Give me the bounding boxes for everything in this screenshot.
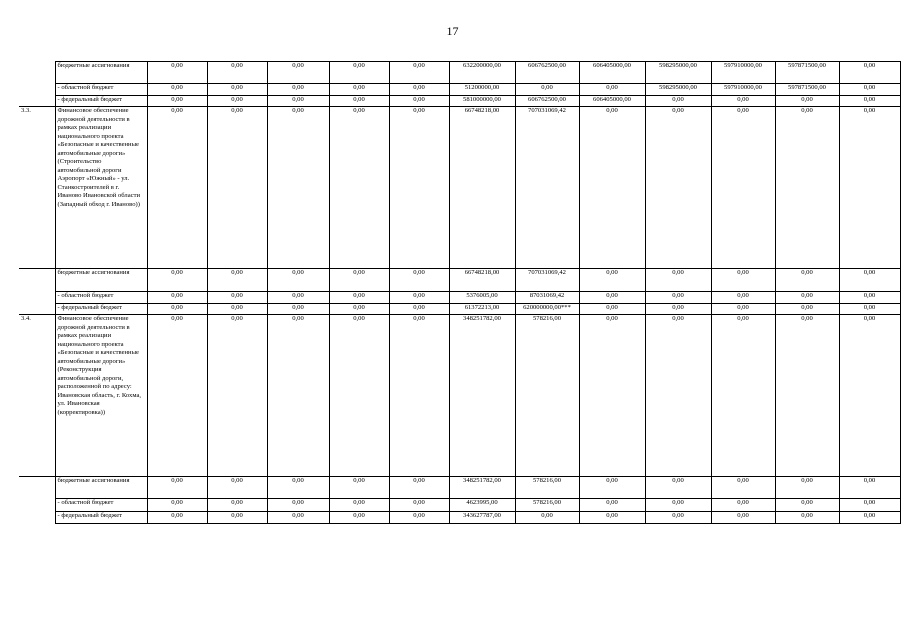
value-cell: 0,00 xyxy=(207,107,267,269)
value-cell: 0,00 xyxy=(775,269,839,292)
value-cell: 0,00 xyxy=(329,304,389,315)
row-index xyxy=(19,499,55,512)
value-cell: 0,00 xyxy=(579,269,645,292)
value-cell: 0,00 xyxy=(147,292,207,304)
row-label: - областной бюджет xyxy=(55,292,147,304)
value-cell: 597871500,00 xyxy=(775,62,839,84)
value-cell: 348251782,00 xyxy=(449,315,515,477)
value-cell: 0,00 xyxy=(775,512,839,524)
value-cell: 0,00 xyxy=(711,477,775,499)
value-cell: 0,00 xyxy=(389,84,449,96)
value-cell: 581000000,00 xyxy=(449,96,515,107)
value-cell: 606762500,00 xyxy=(515,96,579,107)
value-cell: 0,00 xyxy=(147,477,207,499)
value-cell: 0,00 xyxy=(147,96,207,107)
value-cell: 0,00 xyxy=(775,292,839,304)
value-cell: 0,00 xyxy=(329,62,389,84)
value-cell: 0,00 xyxy=(645,499,711,512)
table-row xyxy=(19,499,900,512)
value-cell: 0,00 xyxy=(389,315,449,477)
value-cell: 0,00 xyxy=(267,315,329,477)
value-cell: 0,00 xyxy=(839,304,900,315)
value-cell: 0,00 xyxy=(207,292,267,304)
value-cell: 0,00 xyxy=(329,269,389,292)
value-cell: 0,00 xyxy=(775,477,839,499)
value-cell: 707031069,42 xyxy=(515,107,579,269)
value-cell: 0,00 xyxy=(147,62,207,84)
value-cell: 606405000,00 xyxy=(579,96,645,107)
value-cell: 0,00 xyxy=(267,96,329,107)
row-index xyxy=(19,477,55,499)
row-index xyxy=(19,292,55,304)
value-cell: 0,00 xyxy=(389,477,449,499)
value-cell: 0,00 xyxy=(839,269,900,292)
value-cell: 0,00 xyxy=(711,512,775,524)
row-index xyxy=(19,512,55,524)
value-cell: 0,00 xyxy=(711,292,775,304)
budget-table xyxy=(19,61,901,524)
value-cell: 598295000,00 xyxy=(645,62,711,84)
table-row xyxy=(19,107,900,269)
value-cell: 0,00 xyxy=(329,292,389,304)
value-cell: 0,00 xyxy=(329,499,389,512)
value-cell: 0,00 xyxy=(645,512,711,524)
value-cell: 0,00 xyxy=(579,292,645,304)
value-cell: 0,00 xyxy=(645,315,711,477)
value-cell: 0,00 xyxy=(147,499,207,512)
value-cell: 0,00 xyxy=(579,499,645,512)
table-row xyxy=(19,84,900,96)
table-body xyxy=(19,62,900,524)
value-cell: 0,00 xyxy=(147,304,207,315)
value-cell: 0,00 xyxy=(645,107,711,269)
value-cell: 0,00 xyxy=(207,62,267,84)
value-cell: 343627787,00 xyxy=(449,512,515,524)
row-label: бюджетные ассигнования xyxy=(55,62,147,84)
value-cell: 0,00 xyxy=(839,315,900,477)
value-cell: 0,00 xyxy=(207,512,267,524)
value-cell: 0,00 xyxy=(267,107,329,269)
row-index xyxy=(19,96,55,107)
value-cell: 87031069,42 xyxy=(515,292,579,304)
row-label: - областной бюджет xyxy=(55,499,147,512)
value-cell: 0,00 xyxy=(775,107,839,269)
value-cell: 0,00 xyxy=(329,315,389,477)
value-cell: 0,00 xyxy=(207,315,267,477)
value-cell: 0,00 xyxy=(207,477,267,499)
value-cell: 0,00 xyxy=(267,477,329,499)
value-cell: 0,00 xyxy=(711,107,775,269)
value-cell: 0,00 xyxy=(839,107,900,269)
value-cell: 4623995,00 xyxy=(449,499,515,512)
value-cell: 0,00 xyxy=(839,499,900,512)
row-label: - федеральный бюджет xyxy=(55,304,147,315)
table-row xyxy=(19,292,900,304)
row-label: - федеральный бюджет xyxy=(55,96,147,107)
row-label: Финансовое обеспечение дорожной деятельности в рамках реализации национального проекта «Безопасные и качественные автомобильные дороги» (Строительство автомобильной дороги Аэропорт «Южный» - ул. Станкостроителей в г. Иваново Ивановской области (Западный обход г. Иваново)) xyxy=(55,107,147,269)
value-cell: 0,00 xyxy=(711,269,775,292)
value-cell: 0,00 xyxy=(267,499,329,512)
value-cell: 632200000,00 xyxy=(449,62,515,84)
value-cell: 606405000,00 xyxy=(579,62,645,84)
value-cell: 0,00 xyxy=(147,512,207,524)
table-row xyxy=(19,304,900,315)
value-cell: 0,00 xyxy=(329,512,389,524)
value-cell: 51200000,00 xyxy=(449,84,515,96)
table-row xyxy=(19,512,900,524)
value-cell: 0,00 xyxy=(267,512,329,524)
value-cell: 597910000,00 xyxy=(711,84,775,96)
value-cell: 0,00 xyxy=(579,477,645,499)
value-cell: 0,00 xyxy=(711,304,775,315)
value-cell: 0,00 xyxy=(389,512,449,524)
value-cell: 0,00 xyxy=(711,96,775,107)
row-label: бюджетные ассигнования xyxy=(55,269,147,292)
value-cell: 0,00 xyxy=(515,512,579,524)
row-index xyxy=(19,269,55,292)
value-cell: 620000000,00*** xyxy=(515,304,579,315)
value-cell: 0,00 xyxy=(515,84,579,96)
value-cell: 0,00 xyxy=(645,292,711,304)
page-number: 17 xyxy=(446,24,459,38)
value-cell: 0,00 xyxy=(389,96,449,107)
value-cell: 0,00 xyxy=(839,84,900,96)
value-cell: 0,00 xyxy=(267,84,329,96)
value-cell: 578216,00 xyxy=(515,499,579,512)
value-cell: 0,00 xyxy=(207,269,267,292)
value-cell: 0,00 xyxy=(147,269,207,292)
value-cell: 0,00 xyxy=(389,62,449,84)
value-cell: 66748218,00 xyxy=(449,107,515,269)
value-cell: 0,00 xyxy=(579,315,645,477)
table-row xyxy=(19,96,900,107)
row-label: - областной бюджет xyxy=(55,84,147,96)
value-cell: 0,00 xyxy=(579,512,645,524)
table-row xyxy=(19,62,900,84)
row-label: Финансовое обеспечение дорожной деятельности в рамках реализации национального проекта «Безопасные и качественные автомобильные дороги» (Реконструкция автомобильной дороги, расположенной по адресу: Ивановская область, г. Кохма, ул. Ивановская (корректировка)) xyxy=(55,315,147,477)
value-cell: 578216,00 xyxy=(515,477,579,499)
value-cell: 0,00 xyxy=(839,292,900,304)
value-cell: 348251782,00 xyxy=(449,477,515,499)
value-cell: 0,00 xyxy=(207,84,267,96)
value-cell: 5376005,00 xyxy=(449,292,515,304)
value-cell: 598295000,00 xyxy=(645,84,711,96)
value-cell: 707031069,42 xyxy=(515,269,579,292)
value-cell: 0,00 xyxy=(711,499,775,512)
value-cell: 597910000,00 xyxy=(711,62,775,84)
value-cell: 0,00 xyxy=(579,107,645,269)
value-cell: 66748218,00 xyxy=(449,269,515,292)
value-cell: 0,00 xyxy=(207,499,267,512)
value-cell: 0,00 xyxy=(389,499,449,512)
value-cell: 0,00 xyxy=(839,96,900,107)
value-cell: 0,00 xyxy=(147,84,207,96)
value-cell: 0,00 xyxy=(147,315,207,477)
value-cell: 0,00 xyxy=(329,107,389,269)
value-cell: 578216,00 xyxy=(515,315,579,477)
value-cell: 0,00 xyxy=(389,107,449,269)
value-cell: 0,00 xyxy=(839,62,900,84)
value-cell: 0,00 xyxy=(645,304,711,315)
value-cell: 0,00 xyxy=(579,304,645,315)
value-cell: 0,00 xyxy=(147,107,207,269)
value-cell: 0,00 xyxy=(839,512,900,524)
value-cell: 606762500,00 xyxy=(515,62,579,84)
value-cell: 0,00 xyxy=(207,96,267,107)
value-cell: 0,00 xyxy=(579,84,645,96)
value-cell: 0,00 xyxy=(775,96,839,107)
value-cell: 0,00 xyxy=(267,292,329,304)
value-cell: 0,00 xyxy=(267,304,329,315)
value-cell: 0,00 xyxy=(329,84,389,96)
value-cell: 0,00 xyxy=(775,304,839,315)
row-index xyxy=(19,62,55,84)
value-cell: 0,00 xyxy=(775,499,839,512)
row-index: 3.4. xyxy=(19,315,55,477)
row-label: бюджетные ассигнования xyxy=(55,477,147,499)
value-cell: 0,00 xyxy=(645,477,711,499)
value-cell: 0,00 xyxy=(645,96,711,107)
value-cell: 0,00 xyxy=(839,477,900,499)
value-cell: 0,00 xyxy=(645,269,711,292)
value-cell: 0,00 xyxy=(207,304,267,315)
row-index: 3.3. xyxy=(19,107,55,269)
value-cell: 0,00 xyxy=(329,477,389,499)
value-cell: 0,00 xyxy=(711,315,775,477)
table-row xyxy=(19,477,900,499)
row-index xyxy=(19,304,55,315)
value-cell: 0,00 xyxy=(389,304,449,315)
value-cell: 0,00 xyxy=(329,96,389,107)
value-cell: 597871500,00 xyxy=(775,84,839,96)
value-cell: 0,00 xyxy=(267,269,329,292)
value-cell: 0,00 xyxy=(389,269,449,292)
table-row xyxy=(19,315,900,477)
row-index xyxy=(19,84,55,96)
value-cell: 0,00 xyxy=(389,292,449,304)
row-label: - федеральный бюджет xyxy=(55,512,147,524)
value-cell: 0,00 xyxy=(267,62,329,84)
table-row xyxy=(19,269,900,292)
value-cell: 61372213,00 xyxy=(449,304,515,315)
value-cell: 0,00 xyxy=(775,315,839,477)
